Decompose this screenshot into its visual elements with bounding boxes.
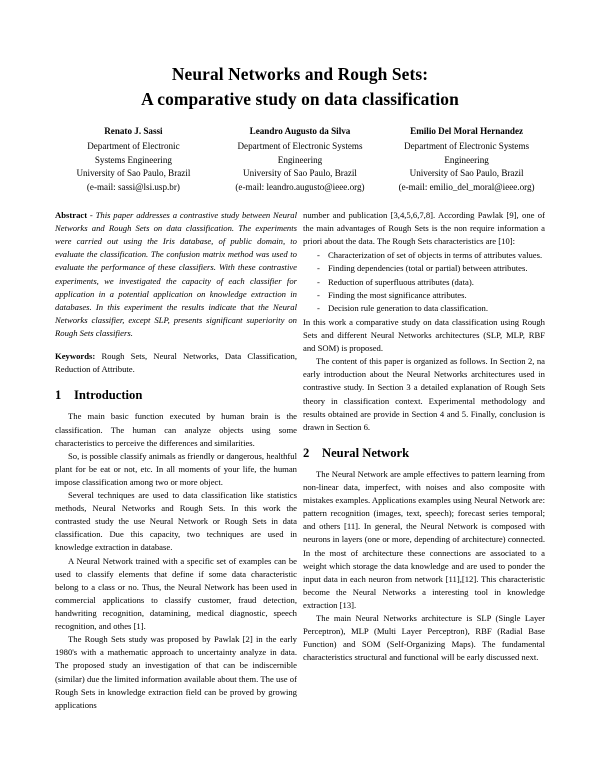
right-column [303, 209, 545, 665]
paragraph: A Neural Network trained with a specific set of examples can be used to classify elements that define if some data characteristic belong to a class or no. Thus, the Neural Network has been used in commercial applications to classify customer, fraud detection, handwriting recognition, datamining, medical diagnostic, speech recognition, and othes [1]. [55, 555, 297, 632]
list-item [317, 289, 545, 302]
paragraph: So, is possible classify animals as friendly or dangerous, healthful plant for be eat or not, etc. In all moments of your life, the human impose classification among two or more object. [55, 450, 297, 487]
left-column [55, 209, 297, 712]
author-entry [222, 125, 379, 195]
dash-bullet-icon: - [317, 276, 320, 287]
dash-bullet-icon: - [317, 250, 320, 261]
list-item-label: Finding the most significance attributes. [328, 289, 467, 300]
abstract-label: Abstract [55, 209, 88, 220]
list-item-label: Decision rule generation to data classification. [328, 302, 488, 313]
abstract [55, 209, 297, 340]
section-number: 2 [303, 445, 310, 460]
keywords-text: Rough Sets, Neural Networks, Data Classification, Reduction of Attribute. [55, 351, 297, 375]
list-item-label: Reduction of superfluous attributes (data). [328, 276, 474, 287]
paragraph: number and publication [3,4,5,6,7,8]. According Pawlak [9], one of the main advantages of Rough Sets is the non require information a priori about the data. The Rough Sets characteristics are [10]: [303, 209, 545, 247]
abstract-text: This paper addresses a contrastive study between Neural Networks and Rough Sets on data classification. The experiments were carried out using the Iris database, of public domain, to evaluate the classification. The confusion matrix method was used to evaluate the performance of these classifiers. With these contrastive experiments, we investigated the capacity of each classifier for application in a potential application on knowledge extraction in databases. In this experiment the results indicate that the Neural Networks classifier, except SLP, presents significant superiority on Rough Sets classifiers. [55, 209, 298, 338]
author-department-line: Engineering [277, 154, 323, 165]
dash-bullet-icon: - [317, 263, 320, 274]
body-columns [55, 209, 545, 712]
author-email: (e-mail: emilio_del_moral@ieee.org) [398, 182, 535, 193]
paragraph: The content of this paper is organized as follows. In Section 2, na early introduction about the Neural Networks architectures used in contrastive study. In Section 3 a detailed explanation of Rough Sets theory in classification context. Experimental methodology and results obtained are provide in Section 4 and 5. Finally, conclusion is drawn in Section 6. [303, 356, 545, 432]
author-department-line: Department of Electronic [87, 140, 180, 151]
dash-bullet-icon: - [317, 302, 320, 313]
list-item [317, 276, 545, 289]
author-department-line: Systems Engineering [94, 154, 172, 165]
title-line-2: A comparative study on data classification [141, 88, 459, 109]
keywords [55, 350, 297, 376]
paragraph: The main Neural Networks architecture is SLP (Single Layer Perceptron), MLP (Multi Layer Perceptron), RBF (Radial Base Function) and SOM (Self-Organizing Maps). The fundamental characteristics structural and functional will be early discussed next. [303, 613, 545, 663]
author-block [55, 125, 545, 195]
dash-bullet-icon: - [317, 289, 320, 300]
author-entry [388, 125, 545, 195]
paragraph: The main basic function executed by human brain is the classification. The human can analyze objects using some characteristics to perceive the differences and similarities. [55, 411, 297, 448]
rough-sets-characteristics-list [303, 249, 545, 315]
author-university: University of Sao Paulo, Brazil [76, 168, 191, 179]
list-item-label: Finding dependencies (total or partial) between attributes. [328, 263, 528, 274]
author-department-line: Department of Electronic Systems [237, 140, 363, 151]
list-item [317, 249, 545, 262]
list-item [317, 302, 545, 315]
section-heading-neural-network [303, 446, 545, 461]
page-title [55, 62, 545, 111]
author-name: Leandro Augusto da Silva [249, 126, 351, 137]
paragraph: The Neural Network are ample effectives to pattern learning from non-linear data, imperfect, with noises and also composite with mistakes examples. Applications examples using Neural Network are: pattern recognition (images, text, speech); forecast series temporal; and others [11]. In general, the Neural Network is composed with neurons in layers (one or more, depending of architecture) connected. In the most of architecture these connections are associated to a weight which storage the data knowledge and are used to ponder the input data in each neuron from network [11],[12]. This characteristic become the Neural Networks a interesting tool in knowledge extraction [13]. [303, 468, 545, 611]
author-department-line: Department of Electronic Systems [404, 140, 530, 151]
list-item-label: Characterization of set of objects in terms of attributes values. [328, 250, 543, 261]
title-line-1: Neural Networks and Rough Sets: [171, 64, 429, 84]
paragraph: In this work a comparative study on data classification using Rough Sets and different Neural Networks architectures (SLP, MLP, RBF and SOM) is proposed. [303, 316, 545, 354]
section-title: Introduction [74, 388, 143, 403]
author-university: University of Sao Paulo, Brazil [409, 168, 524, 179]
keywords-label: Keywords: [55, 351, 96, 362]
author-email: (e-mail: sassi@lsi.usp.br) [86, 182, 180, 193]
list-item [317, 262, 545, 275]
author-department-line: Engineering [444, 154, 489, 165]
abstract-separator: - [87, 209, 96, 220]
paragraph: The Rough Sets study was proposed by Pawlak [2] in the early 1980's with a mathematic approach to uncertainty analyze in data. The proposed study an investigation of that can be indiscernible (similar) due the limited information available about them. The use of Rough Sets in knowledge extraction field can be proved by growing applications [55, 634, 297, 710]
author-name: Emilio Del Moral Hernandez [410, 126, 524, 137]
author-name: Renato J. Sassi [104, 126, 163, 137]
paragraph: Several techniques are used to data classification like statistics methods, Neural Networks and Rough Sets. In this work the contrasted study the use Neural Network or Rough Sets in data classification. Due this capacity, two techniques are used in knowledge extraction in database. [55, 490, 297, 553]
author-entry [55, 125, 212, 195]
section-title: Neural Network [322, 445, 410, 460]
author-email: (e-mail: leandro.augusto@ieee.org) [235, 182, 365, 193]
author-university: University of Sao Paulo, Brazil [243, 168, 357, 179]
section-heading-introduction [55, 388, 297, 403]
section-number: 1 [55, 388, 62, 403]
